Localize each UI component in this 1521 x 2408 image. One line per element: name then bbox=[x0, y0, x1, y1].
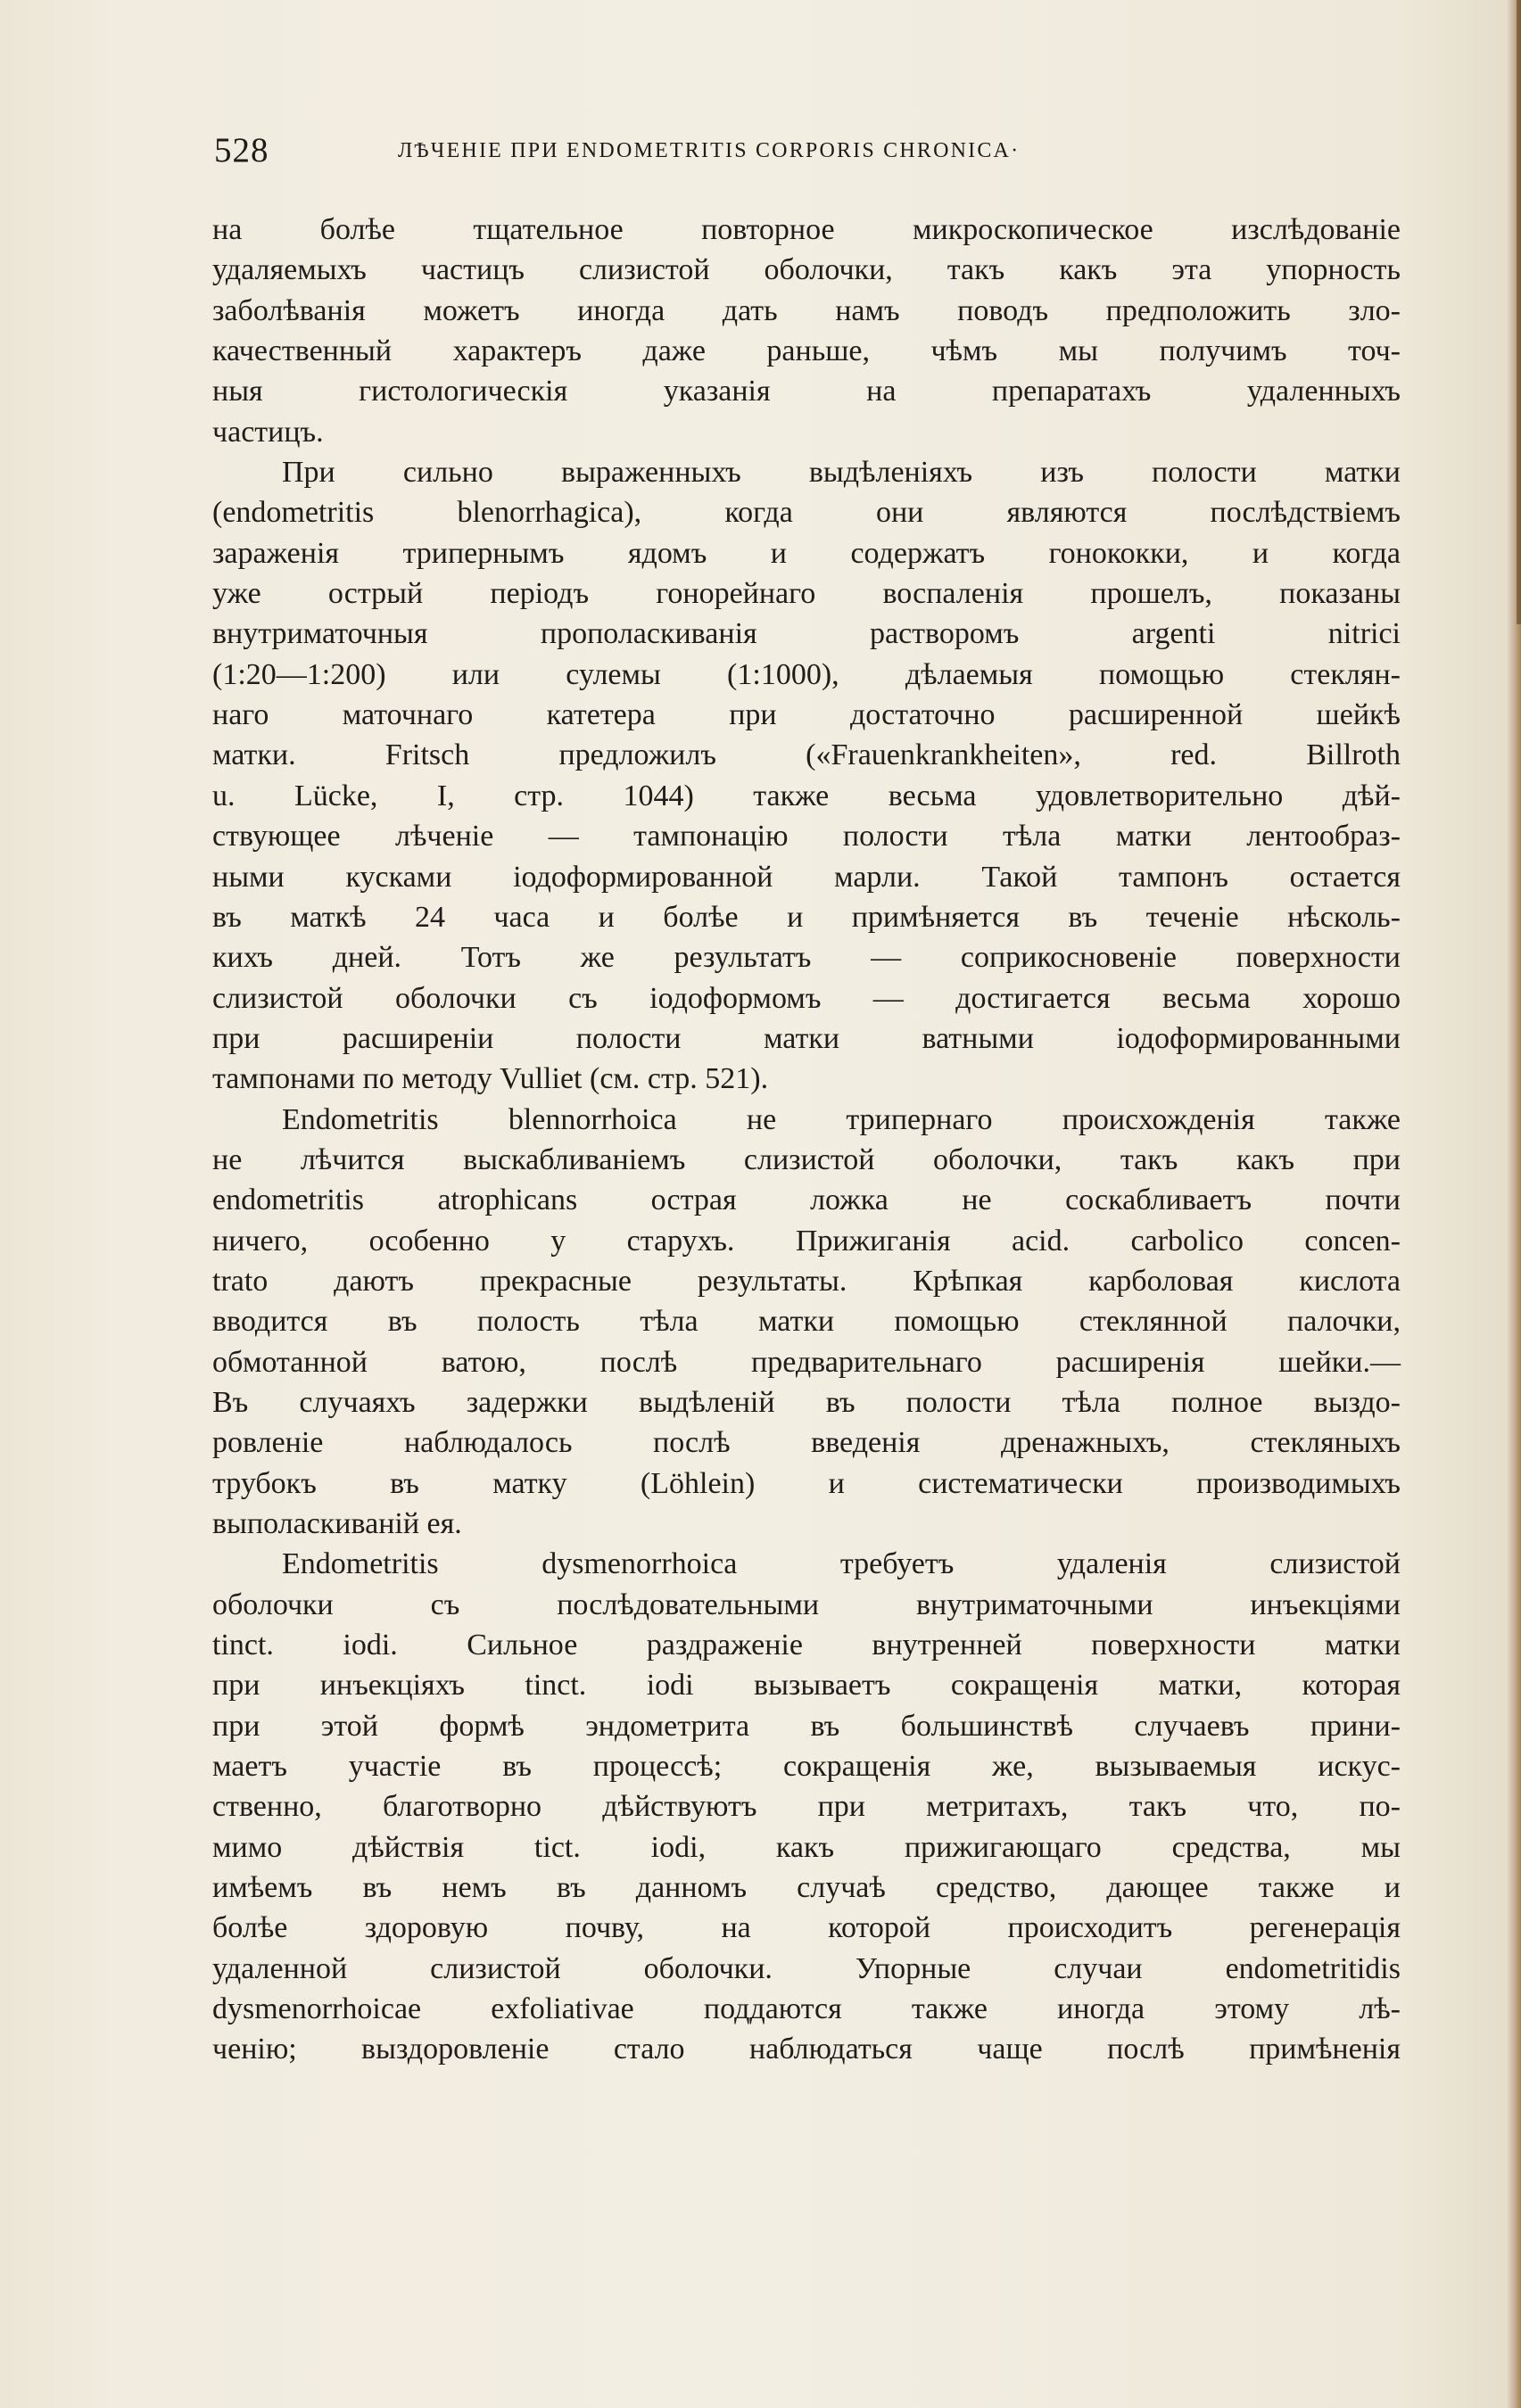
text-line: tinct. iodi. Сильное раздраженіе внутренней поверхности матки bbox=[212, 1629, 1401, 1662]
text-line: При сильно выраженныхъ выдѣленіяхъ изъ полости матки bbox=[282, 456, 1401, 490]
text-line: выполаскиваній ея. bbox=[212, 1507, 462, 1540]
text-line: ничего, особенно у старухъ. Прижиганія acid. carbolico concen- bbox=[212, 1224, 1401, 1258]
text-line: при инъекціяхъ tinct. iodi вызываетъ сокращенія матки, которая bbox=[212, 1669, 1401, 1703]
text-line: ственно, благотворно дѣйствуютъ при метритахъ, такъ что, по- bbox=[212, 1790, 1401, 1824]
text-line: Въ случаяхъ задержки выдѣленій въ полости тѣла полное выздо- bbox=[212, 1385, 1401, 1419]
text-line: въ маткѣ 24 часа и болѣе и примѣняется въ теченіе нѣсколь- bbox=[212, 900, 1401, 934]
text-line: на болѣе тщательное повторное микроскопическое изслѣдованіе bbox=[212, 213, 1401, 246]
text-line: u. Lücke, I, стр. 1044) также весьма удовлетворительно дѣй- bbox=[212, 779, 1401, 812]
text-line: маетъ участіе въ процессѣ; сокращенія же, вызываемыя искус- bbox=[212, 1750, 1401, 1784]
running-title: ЛѢЧЕНІЕ ПРИ ENDOMETRITIS CORPORIS CHRONICA· bbox=[398, 139, 1021, 162]
text-line: матки. Fritsch предложилъ («Frauenkrankheiten», red. Billroth bbox=[212, 738, 1401, 772]
text-line: (1:20—1:200) или сулемы (1:1000), дѣлаемыя помощью стеклян- bbox=[212, 657, 1401, 691]
text-line: болѣе здоровую почву, на которой происходитъ регенерація bbox=[212, 1911, 1401, 1945]
text-line: кихъ дней. Тотъ же результатъ — соприкосновеніе поверхности bbox=[212, 941, 1401, 975]
text-line: оболочки съ послѣдовательными внутриматочными инъекціями bbox=[212, 1587, 1401, 1621]
text-line: имѣемъ въ немъ въ данномъ случаѣ средство, дающее также и bbox=[212, 1871, 1401, 1905]
text-line: endometritis atrophicans острая ложка не соскабливаетъ почти bbox=[212, 1183, 1401, 1217]
text-line: внутриматочныя прополаскиванія растворомъ argenti nitrici bbox=[212, 617, 1401, 651]
text-line: при расширеніи полости матки ватными іодоформированными bbox=[212, 1021, 1401, 1055]
text-line: уже острый періодъ гонорейнаго воспаленія прошелъ, показаны bbox=[212, 577, 1401, 611]
text-line: ствующее лѣченіе — тампонацію полости тѣла матки лентообраз- bbox=[212, 820, 1401, 854]
text-line: Endometritis blennorrhoica не трипернаго происхожденія также bbox=[282, 1102, 1401, 1136]
text-line: трубокъ въ матку (Löhlein) и систематически производимыхъ bbox=[212, 1466, 1401, 1500]
text-line: ченію; выздоровленіе стало наблюдаться чаще послѣ примѣненія bbox=[212, 2033, 1401, 2066]
text-line: обмотанной ватою, послѣ предварительнаго расширенія шейки.— bbox=[212, 1345, 1401, 1379]
page-header bbox=[214, 130, 1195, 175]
page-edge-binding bbox=[1517, 0, 1521, 624]
text-line: удаленной слизистой оболочки. Упорные случаи endometritidis bbox=[212, 1951, 1401, 1985]
text-line: наго маточнаго катетера при достаточно расширенной шейкѣ bbox=[212, 698, 1401, 732]
text-line: ными кусками іодоформированной марли. Такой тампонъ остается bbox=[212, 860, 1401, 894]
text-line: качественный характеръ даже раньше, чѣмъ мы получимъ точ- bbox=[212, 334, 1401, 368]
text-line: тампонами по методу Vulliet (см. стр. 521). bbox=[212, 1062, 769, 1096]
text-line: (endometritis blenorrhagica), когда они являются послѣдствіемъ bbox=[212, 496, 1401, 530]
text-line: слизистой оболочки съ іодоформомъ — достигается весьма хорошо bbox=[212, 981, 1401, 1015]
text-line: мимо дѣйствія tict. iodi, какъ прижигающаго средства, мы bbox=[212, 1830, 1401, 1864]
text-line: заболѣванія можетъ иногда дать намъ поводъ предположить зло- bbox=[212, 293, 1401, 327]
text-line: dysmenorrhoicae exfoliativae поддаются также иногда этому лѣ- bbox=[212, 1992, 1401, 2026]
text-line: при этой формѣ эндометрита въ большинствѣ случаевъ прини- bbox=[212, 1709, 1401, 1743]
text-line: trato даютъ прекрасные результаты. Крѣпкая карболовая кислота bbox=[212, 1264, 1401, 1298]
text-line: удаляемыхъ частицъ слизистой оболочки, такъ какъ эта упорность bbox=[212, 253, 1401, 287]
text-line: ровленіе наблюдалось послѣ введенія дренажныхъ, стекляныхъ bbox=[212, 1426, 1401, 1460]
text-line: ныя гистологическія указанія на препаратахъ удаленныхъ bbox=[212, 375, 1401, 408]
text-line: вводится въ полость тѣла матки помощью стеклянной палочки, bbox=[212, 1305, 1401, 1339]
text-line: зараженія трипернымъ ядомъ и содержатъ гонококки, и когда bbox=[212, 536, 1401, 570]
text-line: частицъ. bbox=[212, 415, 324, 449]
body-text bbox=[212, 210, 1401, 2070]
text-line: Endometritis dysmenorrhoica требуетъ удаленія слизистой bbox=[282, 1547, 1401, 1581]
page-number: 528 bbox=[214, 131, 269, 169]
text-line: не лѣчится выскабливаніемъ слизистой оболочки, такъ какъ при bbox=[212, 1142, 1401, 1176]
